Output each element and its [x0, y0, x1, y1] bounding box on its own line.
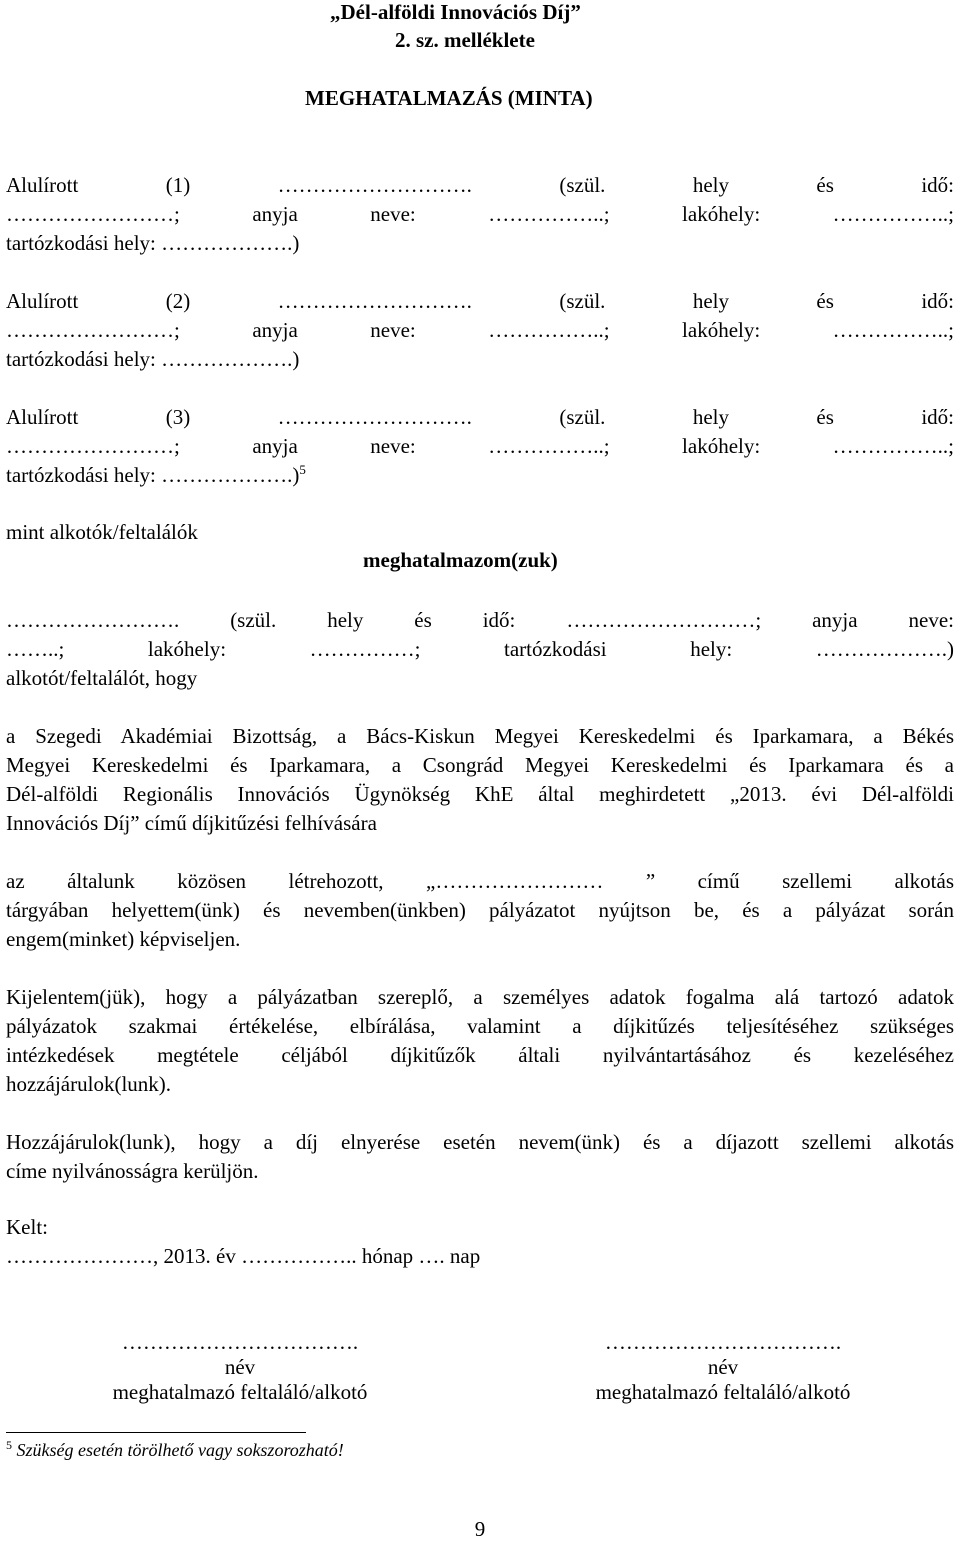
- signer-line: Alulírott (3) ………………………. (szül. hely és idő:: [6, 405, 954, 429]
- footnote-text: Szükség esetén törölhető vagy sokszorozható!: [16, 1440, 344, 1460]
- signature-name: név: [224, 1355, 256, 1379]
- signature-block-1: [60, 1330, 420, 1405]
- paragraph-line: Innovációs Díj” című díjkitűzési felhívására: [6, 811, 377, 835]
- paragraph-line: címe nyilvánosságra kerüljön.: [6, 1159, 259, 1183]
- signer-block-3: [6, 403, 954, 490]
- signer-line: [6, 461, 954, 490]
- paragraph-line: engem(minket) képviseljen.: [6, 927, 241, 951]
- signer-line-text: tartózkodási hely: ……………….): [6, 463, 300, 487]
- footnote-divider: [6, 1432, 306, 1433]
- paragraph-line: az általunk közösen létrehozott, „…………………… ” című szellemi alkotás: [6, 869, 954, 893]
- footnote: [6, 1440, 344, 1461]
- signature-role: meghatalmazó feltaláló/alkotó: [112, 1380, 368, 1404]
- paragraph-line: Hozzájárulok(lunk), hogy a díj elnyerése esetén nevem(ünk) és a díjazott szellemi alkotás: [6, 1130, 954, 1154]
- paragraph-line: a Szegedi Akadémiai Bizottság, a Bács-Kiskun Megyei Kereskedelmi és Iparkamara, a Békés: [6, 724, 954, 748]
- paragraph-line: Kijelentem(jük), hogy a pályázatban szereplő, a személyes adatok fogalma alá tartozó adatok: [6, 985, 954, 1009]
- paragraph-publicity: [6, 1128, 954, 1186]
- signer-block-2: [6, 287, 954, 374]
- paragraph-line: pályázatok szakmai értékelése, elbírálása, valamint a díjkitűzés teljesítéséhez szükséges: [6, 1014, 954, 1038]
- capacity-text: mint alkotók/feltalálók: [6, 520, 198, 544]
- paragraph-data-consent: [6, 983, 954, 1099]
- paragraph-line: tárgyában helyettem(ünk) és nevemben(ünkben) pályázatot nyújtson be, és a pályázat során: [6, 898, 954, 922]
- paragraph-application: [6, 867, 954, 954]
- award-title: „Dél-alföldi Innovációs Díj”: [330, 0, 581, 24]
- authorized-block: [6, 606, 954, 693]
- document-title: MEGHATALMAZÁS (MINTA): [305, 86, 593, 110]
- annex-label: 2. sz. melléklete: [395, 28, 535, 52]
- signer-line: tartózkodási hely: ……………….): [6, 347, 300, 371]
- signature-dots: …………………………….: [121, 1330, 359, 1354]
- signer-line: Alulírott (1) ………………………. (szül. hely és idő:: [6, 173, 954, 197]
- footnote-number: 5: [6, 1438, 12, 1452]
- footnote-ref: 5: [299, 462, 306, 477]
- signer-line: ……………………; anyja neve: ……………..; lakóhely: ……………..;: [6, 202, 954, 226]
- signer-line: ……………………; anyja neve: ……………..; lakóhely: ……………..;: [6, 318, 954, 342]
- paragraph-line: hozzájárulok(lunk).: [6, 1072, 172, 1096]
- paragraph-call: [6, 722, 954, 838]
- signer-line: ……………………; anyja neve: ……………..; lakóhely: ……………..;: [6, 434, 954, 458]
- signer-line: tartózkodási hely: ……………….): [6, 231, 300, 255]
- paragraph-line: Dél-alföldi Regionális Innovációs Ügynökség KhE által meghirdetett „2013. évi Dél-alföldi: [6, 782, 954, 806]
- authorized-line: alkotót/feltalálót, hogy: [6, 666, 198, 690]
- page-number: 9: [474, 1517, 486, 1541]
- authorize-heading: meghatalmazom(zuk): [363, 548, 558, 572]
- date-label: Kelt:: [6, 1215, 48, 1239]
- authorized-line: ……………………. (szül. hely és idő: ………………………; anyja neve:: [6, 608, 954, 632]
- signature-role: meghatalmazó feltaláló/alkotó: [595, 1380, 851, 1404]
- date-line: …………………, 2013. év …………….. hónap …. nap: [6, 1244, 481, 1268]
- signature-block-2: [543, 1330, 903, 1405]
- signature-dots: …………………………….: [604, 1330, 842, 1354]
- signature-name: név: [707, 1355, 739, 1379]
- authorized-line: ……..; lakóhely: ……………; tartózkodási hely: ……………….): [6, 637, 954, 661]
- paragraph-line: Megyei Kereskedelmi és Iparkamara, a Csongrád Megyei Kereskedelmi és Iparkamara és a: [6, 753, 954, 777]
- signer-block-1: [6, 171, 954, 258]
- paragraph-line: intézkedések megtétele céljából díjkitűzők általi nyilvántartásához és kezeléséhez: [6, 1043, 954, 1067]
- signer-line: Alulírott (2) ………………………. (szül. hely és idő:: [6, 289, 954, 313]
